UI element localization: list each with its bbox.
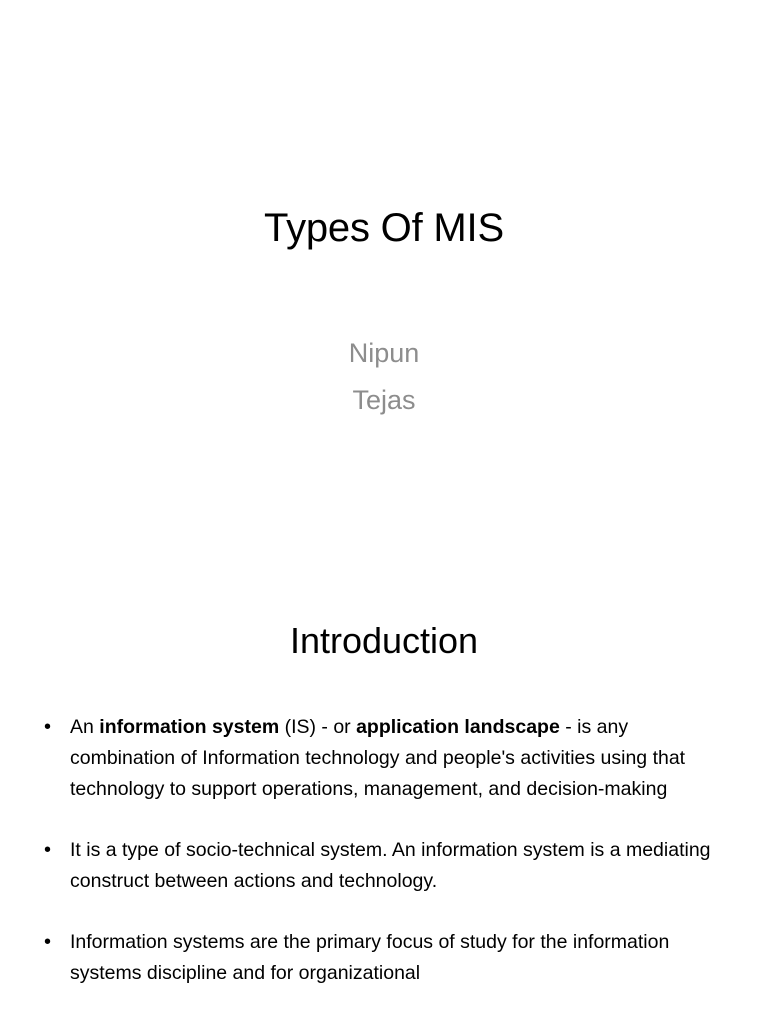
bullet-icon: • xyxy=(44,931,52,953)
list-item xyxy=(40,712,734,805)
list-item-text: An information system (IS) - or application landscape - is any combination of Information technology and people's activities using that technology to support operations, management, and decision-making xyxy=(70,716,686,800)
page-title: Types Of MIS xyxy=(264,206,504,250)
list-item xyxy=(40,927,734,989)
list-item xyxy=(40,835,734,897)
list-item-text: Information systems are the primary focus of study for the information systems discipline and for organizational xyxy=(70,931,670,984)
introduction-bullet-list xyxy=(40,712,734,1019)
section-heading-introduction: Introduction xyxy=(289,620,479,661)
bullet-icon: • xyxy=(44,839,52,861)
author-block xyxy=(0,330,768,425)
list-item-text: It is a type of socio-technical system. An information system is a mediating construct between actions and technology. xyxy=(70,839,711,892)
author-name-2: Tejas xyxy=(352,385,416,416)
author-name-1: Nipun xyxy=(348,338,420,368)
title-slide-block xyxy=(0,205,768,251)
bullet-icon: • xyxy=(44,716,52,738)
